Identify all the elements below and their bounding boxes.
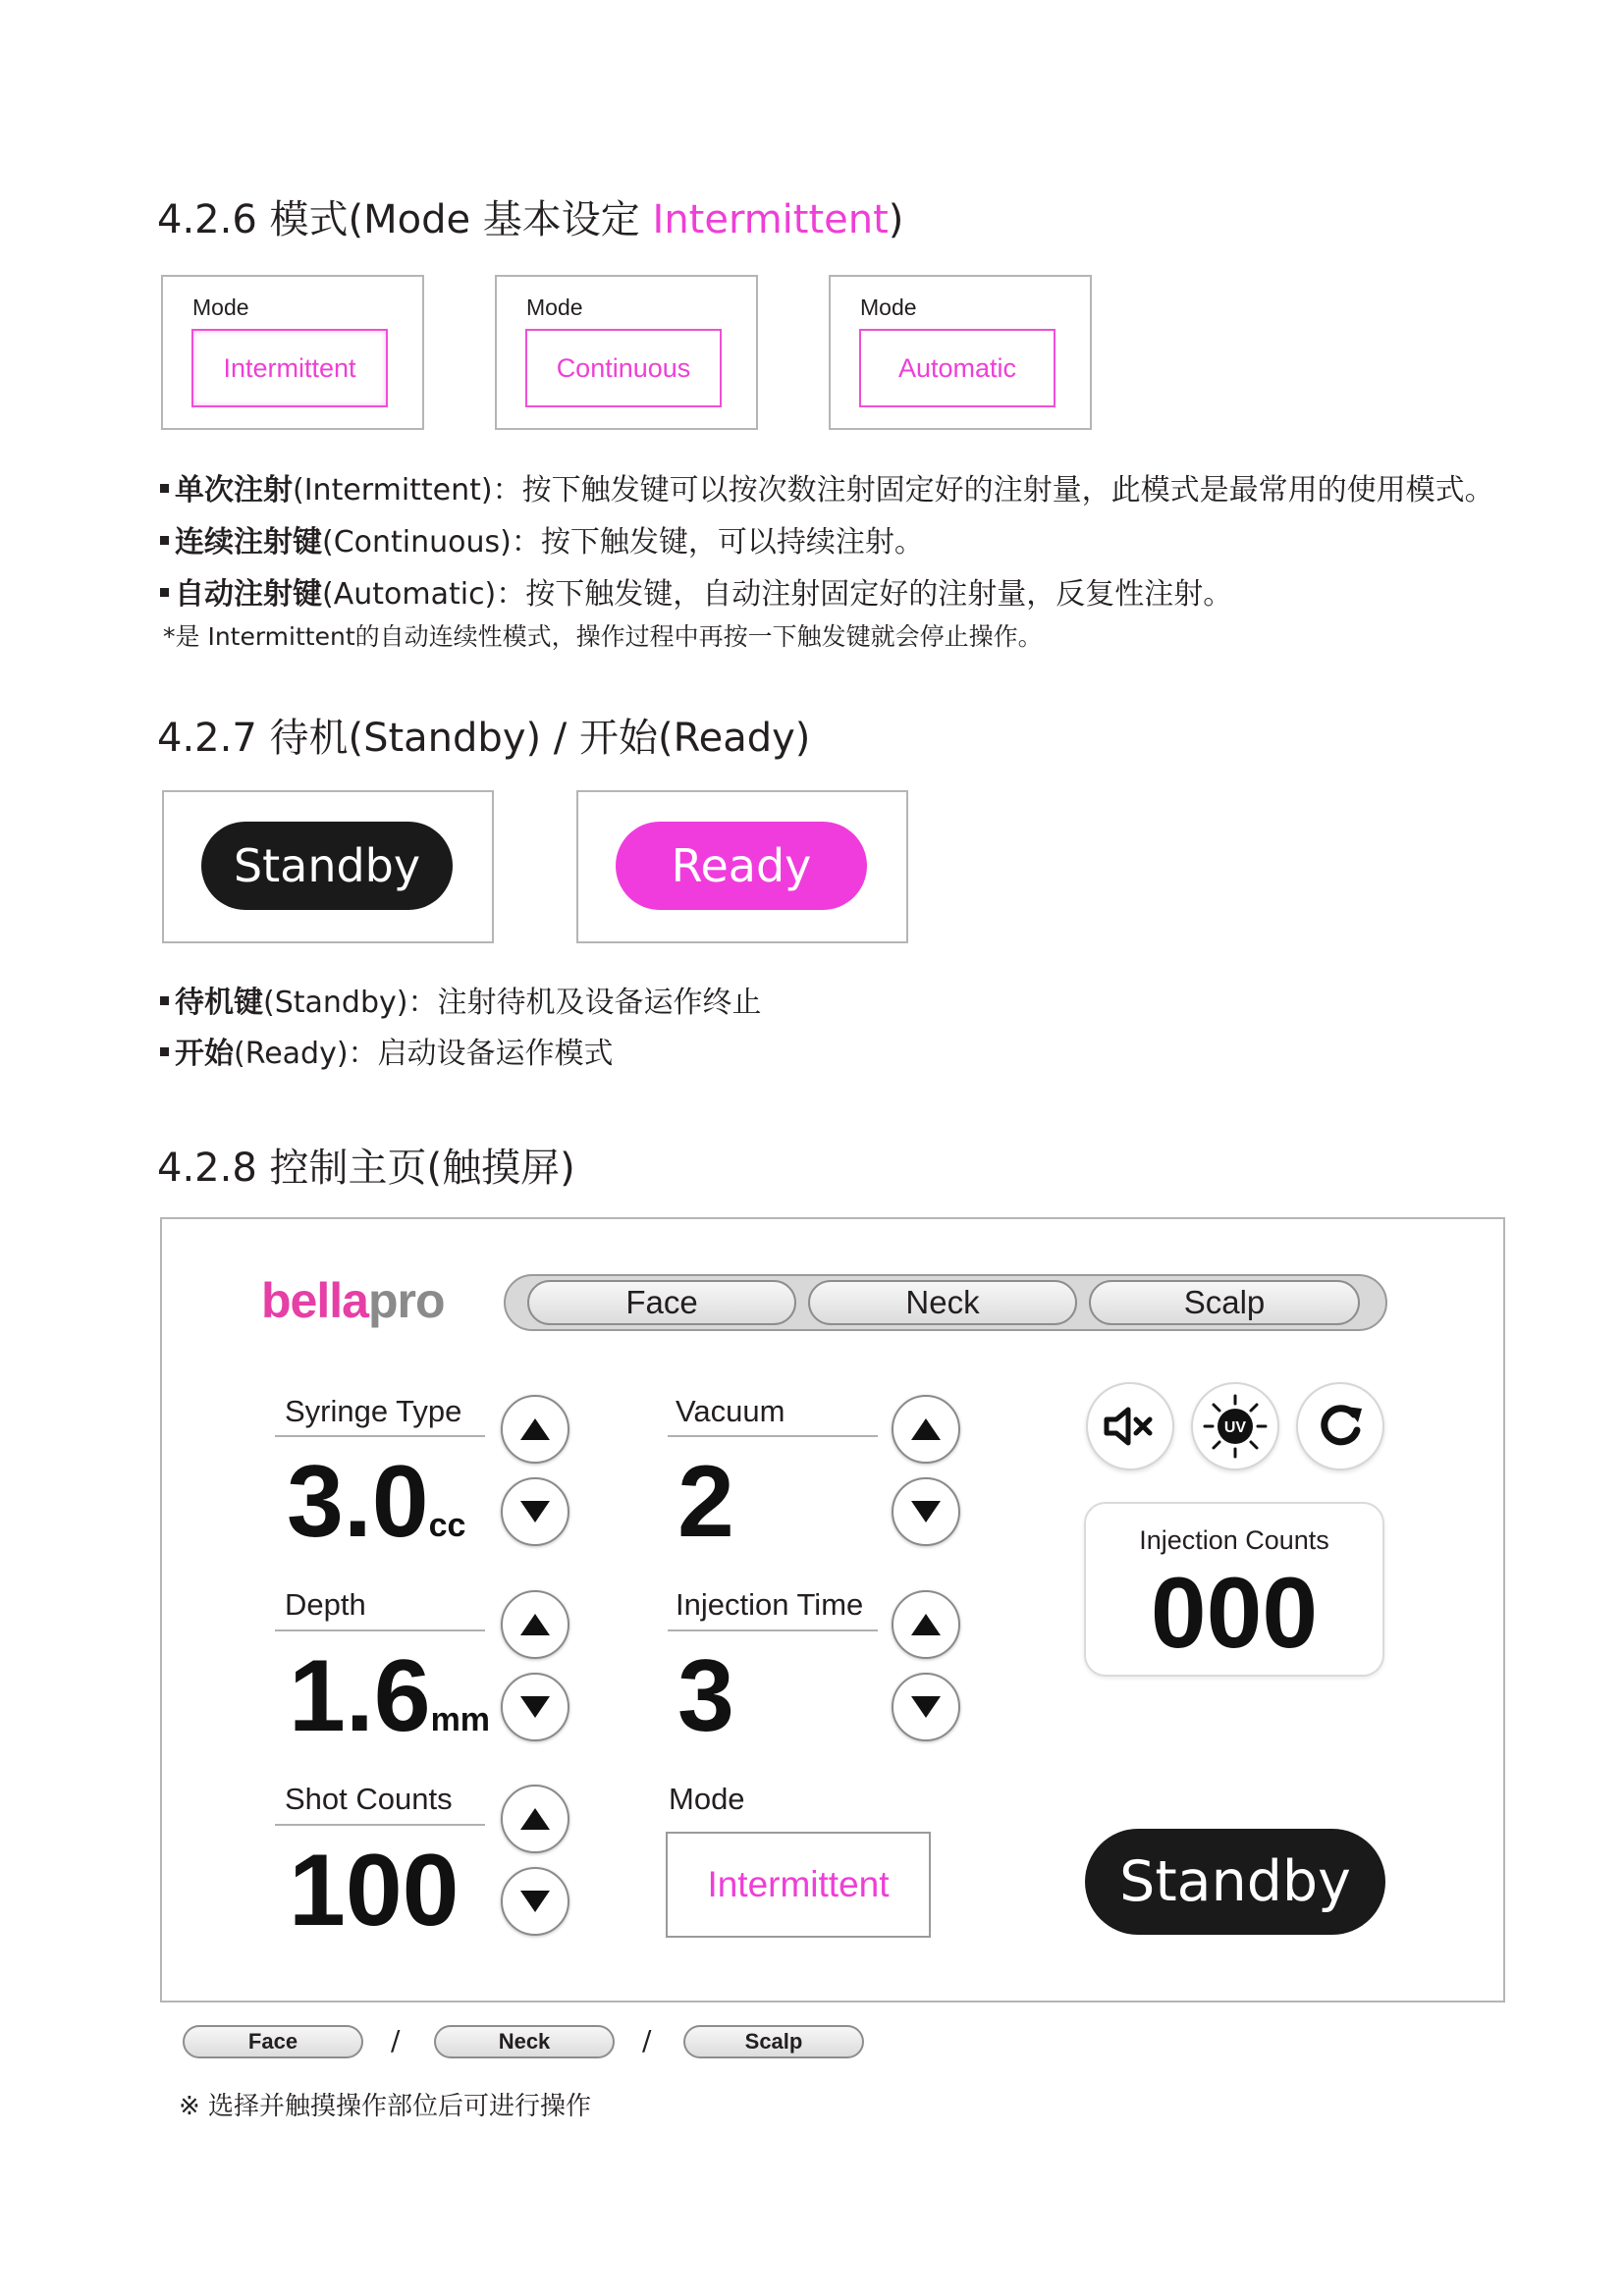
depth-up-button[interactable]	[501, 1590, 569, 1659]
section-heading-mode: 4.2.6 模式(Mode 基本设定 Intermittent)	[157, 197, 904, 242]
vacuum-down-button[interactable]	[892, 1477, 960, 1546]
mini-tab-neck[interactable]: Neck	[434, 2025, 615, 2058]
divider	[668, 1629, 878, 1631]
shots-up-button[interactable]	[501, 1785, 569, 1853]
injection-counts-label: Injection Counts	[1139, 1525, 1329, 1555]
bellapro-logo: bellapro	[261, 1273, 445, 1328]
arrow-up-icon	[909, 1415, 943, 1443]
arrow-down-icon	[909, 1498, 943, 1525]
region-tab-bar	[504, 1274, 1387, 1331]
bullet-ready: 开始(Ready)：启动设备运作模式	[160, 1029, 614, 1072]
mini-tab-face[interactable]: Face	[183, 2025, 363, 2058]
refresh-button[interactable]	[1296, 1382, 1384, 1470]
mini-tab-scalp[interactable]: Scalp	[683, 2025, 864, 2058]
arrow-down-icon	[518, 1498, 552, 1525]
depth-value: 1.6mm	[289, 1639, 491, 1753]
syringe-type-label: Syringe Type	[285, 1394, 462, 1428]
mode-card-label: Mode	[192, 294, 249, 320]
uv-lamp-button[interactable]	[1191, 1382, 1279, 1470]
mode-select-button[interactable]: Intermittent	[666, 1832, 931, 1938]
depth-down-button[interactable]	[501, 1673, 569, 1741]
arrow-up-icon	[909, 1611, 943, 1638]
shot-counts-label: Shot Counts	[285, 1782, 453, 1816]
mode-card-intermittent	[161, 275, 424, 430]
mode-button-automatic[interactable]: Automatic	[859, 329, 1056, 407]
arrow-up-icon	[518, 1611, 552, 1638]
vacuum-label: Vacuum	[676, 1394, 785, 1428]
ready-card	[576, 790, 908, 943]
divider	[275, 1824, 485, 1826]
separator-slash: /	[642, 2024, 652, 2056]
bullet-automatic: 自动注射键(Automatic)：按下触发键，自动注射固定好的注射量，反复性注射。	[160, 569, 1232, 613]
mute-icon	[1103, 1405, 1158, 1448]
mode-label: Mode	[669, 1782, 745, 1816]
standby-main-button[interactable]: Standby	[1085, 1829, 1385, 1935]
standby-button[interactable]: Standby	[201, 822, 453, 910]
section-heading-control-home: 4.2.8 控制主页(触摸屏)	[157, 1146, 575, 1191]
syringe-down-button[interactable]	[501, 1477, 569, 1546]
footnote: ※ 选择并触摸操作部位后可进行操作	[179, 2092, 592, 2121]
section-heading-standby-ready: 4.2.7 待机(Standby) / 开始(Ready)	[157, 716, 811, 761]
vacuum-up-button[interactable]	[892, 1395, 960, 1464]
tab-neck[interactable]: Neck	[808, 1280, 1077, 1325]
mode-card-continuous	[495, 275, 758, 430]
mode-button-intermittent[interactable]: Intermittent	[191, 329, 388, 407]
depth-label: Depth	[285, 1587, 366, 1622]
shots-down-button[interactable]	[501, 1867, 569, 1936]
refresh-icon	[1315, 1401, 1366, 1452]
shot-counts-value: 100	[289, 1834, 460, 1948]
syringe-up-button[interactable]	[501, 1395, 569, 1464]
mute-button[interactable]	[1086, 1382, 1174, 1470]
injection-counts-box	[1084, 1502, 1384, 1677]
mode-button-continuous[interactable]: Continuous	[525, 329, 722, 407]
mode-card-automatic	[829, 275, 1092, 430]
mode-note: *是 Intermittent的自动连续性模式，操作过程中再按一下触发键就会停止操作。	[163, 622, 1043, 651]
arrow-down-icon	[518, 1888, 552, 1915]
injection-time-value: 3	[677, 1639, 734, 1753]
divider	[668, 1435, 878, 1437]
separator-slash: /	[391, 2024, 401, 2056]
bullet-standby: 待机键(Standby)：注射待机及设备运作终止	[160, 978, 761, 1021]
arrow-up-icon	[518, 1415, 552, 1443]
standby-card	[162, 790, 494, 943]
divider	[275, 1435, 485, 1437]
syringe-type-value: 3.0cc	[287, 1445, 466, 1559]
divider	[275, 1629, 485, 1631]
arrow-down-icon	[518, 1693, 552, 1721]
uv-lamp-icon	[1201, 1392, 1270, 1461]
bullet-intermittent: 单次注射(Intermittent)：按下触发键可以按次数注射固定好的注射量，此模式是最常用的使用模式。	[160, 465, 1494, 508]
tab-face[interactable]: Face	[527, 1280, 796, 1325]
mode-card-label: Mode	[860, 294, 917, 320]
ready-button[interactable]: Ready	[616, 822, 867, 910]
bullet-continuous: 连续注射键(Continuous)：按下触发键，可以持续注射。	[160, 517, 924, 561]
vacuum-value: 2	[677, 1445, 734, 1559]
injection-time-up-button[interactable]	[892, 1590, 960, 1659]
tab-scalp[interactable]: Scalp	[1089, 1280, 1360, 1325]
injection-time-label: Injection Time	[676, 1587, 864, 1622]
arrow-up-icon	[518, 1805, 552, 1833]
injection-time-down-button[interactable]	[892, 1673, 960, 1741]
mode-card-label: Mode	[526, 294, 583, 320]
injection-counts-value: 000	[1150, 1557, 1319, 1669]
svg-text:UV: UV	[1223, 1419, 1247, 1436]
arrow-down-icon	[909, 1693, 943, 1721]
